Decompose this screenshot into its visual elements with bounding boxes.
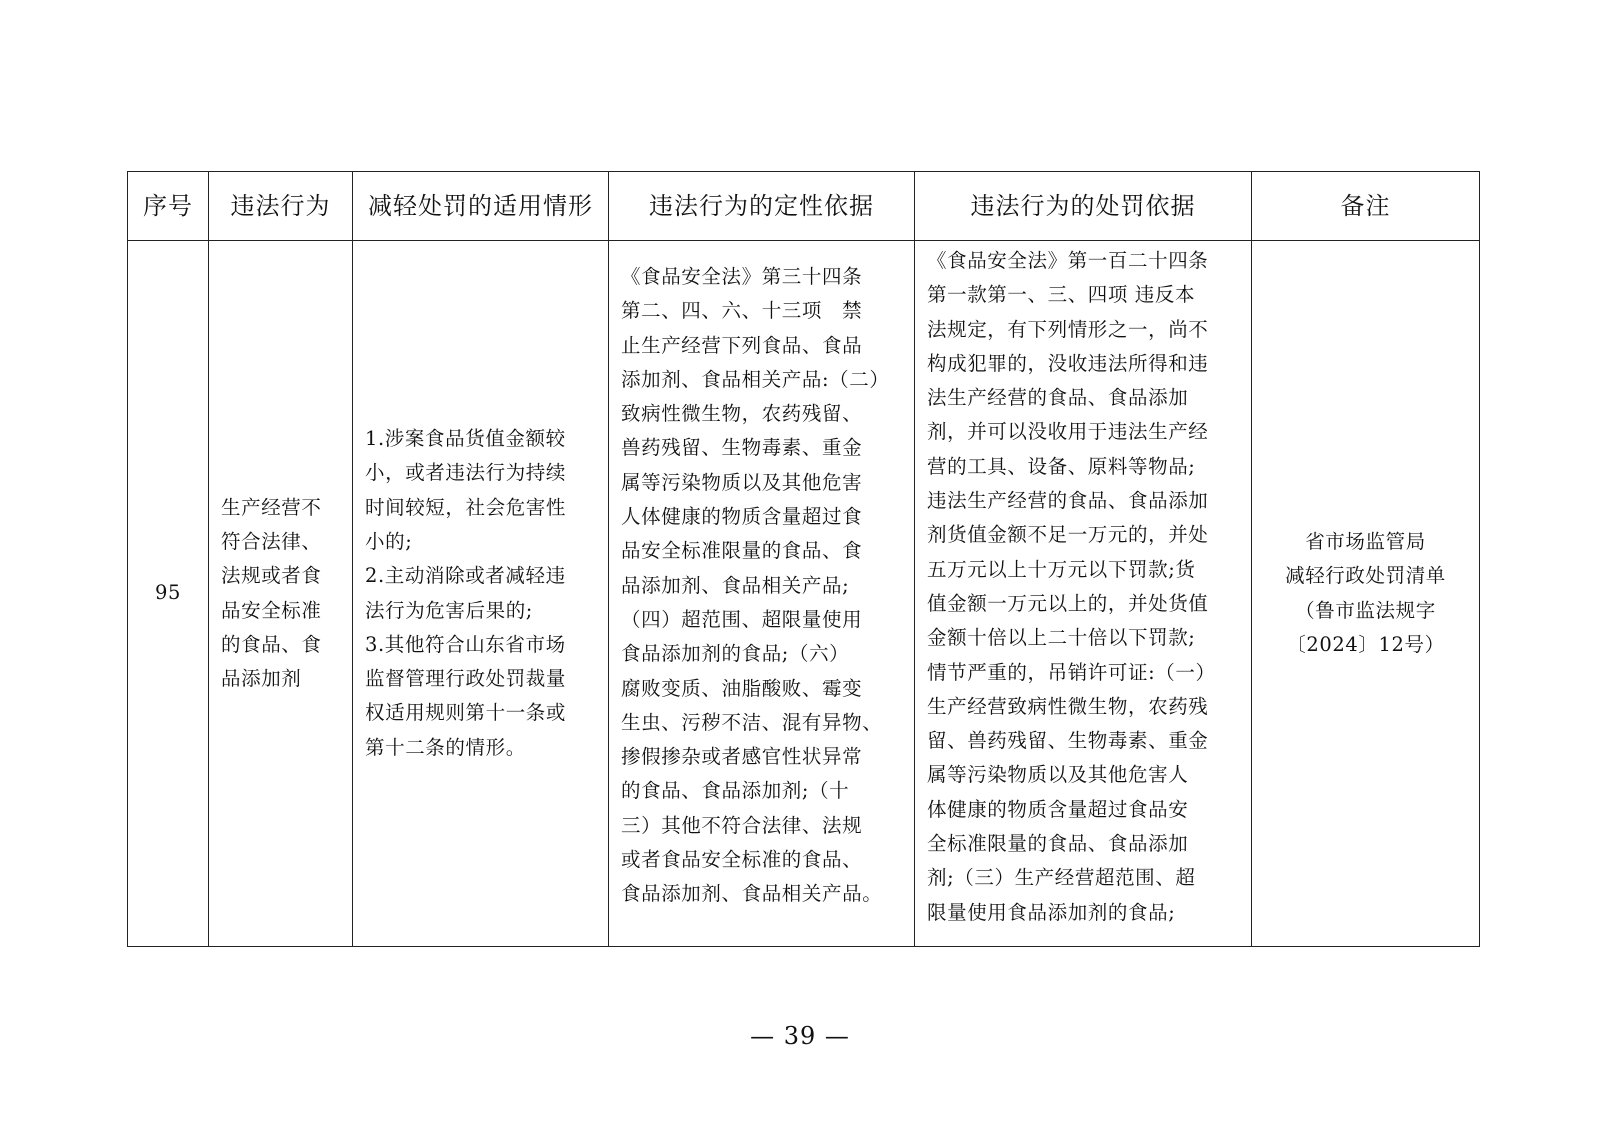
- mitigation-line: 小的;: [365, 529, 413, 553]
- penalty-basis-line: 违法生产经营的食品、食品添加: [927, 489, 1209, 513]
- remarks-line: （鲁市监法规字: [1295, 598, 1436, 622]
- qualitative-basis-line: 食品添加剂、食品相关产品。: [621, 882, 883, 906]
- qualitative-basis-line: 属等污染物质以及其他危害: [621, 470, 863, 494]
- penalty-basis-line: 体健康的物质含量超过食品安: [927, 797, 1189, 821]
- qualitative-basis-line: 致病性微生物，农药残留、: [621, 402, 863, 426]
- qualitative-basis-line: 的食品、食品添加剂;（十: [621, 779, 850, 803]
- mitigation-line: 权适用规则第十一条或: [365, 701, 567, 725]
- qualitative-basis-line: 品添加剂、食品相关产品;: [621, 573, 850, 597]
- mitigation-line: 第十二条的情形。: [365, 735, 526, 759]
- mitigation-line: 法行为危害后果的;: [365, 598, 533, 622]
- header-mitigation: [353, 172, 609, 241]
- penalty-table: [127, 171, 1480, 947]
- violation-line: 品安全标准: [221, 598, 322, 622]
- penalty-basis-line: 剂货值金额不足一万元的，并处: [927, 523, 1209, 547]
- mitigation-line: 2.主动消除或者减轻违: [365, 564, 566, 588]
- violation-line: 的食品、食: [221, 632, 322, 656]
- table-row: [128, 241, 1480, 947]
- qualitative-basis-line: 第二、四、六、十三项 禁: [621, 299, 863, 323]
- mitigation-cell: [353, 241, 609, 947]
- penalty-basis-line: 情节严重的，吊销许可证:（一）: [927, 660, 1216, 684]
- violation-line: 生产经营不: [221, 495, 322, 519]
- header-remarks: 备注: [1252, 172, 1480, 241]
- mitigation-line: 时间较短，社会危害性: [365, 495, 567, 519]
- mitigation-line: 1.涉案食品货值金额较: [365, 427, 566, 451]
- header-violation: 违法行为: [209, 172, 353, 241]
- penalty-basis-line: 剂;（三）生产经营超范围、超: [927, 866, 1196, 890]
- header-mitigation-text: 减轻处罚的适用情形: [368, 192, 593, 220]
- penalty-basis-line: 剂，并可以没收用于违法生产经: [927, 420, 1209, 444]
- penalty-basis-line: 值金额一万元以上的，并处货值: [927, 591, 1209, 615]
- mitigation-line: 监督管理行政处罚裁量: [365, 667, 567, 691]
- mitigation-line: 小，或者违法行为持续: [365, 461, 567, 485]
- header-number: 序号: [128, 172, 209, 241]
- remarks-cell: [1252, 241, 1480, 947]
- penalty-basis-line: 第一款第一、三、四项 违反本: [927, 283, 1196, 307]
- penalty-basis-line: 全标准限量的食品、食品添加: [927, 832, 1189, 856]
- penalty-basis-line: 构成犯罪的，没收违法所得和违: [927, 351, 1209, 375]
- qualitative-basis-line: 人体健康的物质含量超过食: [621, 505, 863, 529]
- qualitative-basis-line: 添加剂、食品相关产品:（二）: [621, 367, 890, 391]
- qualitative-basis-line: 兽药残留、生物毒素、重金: [621, 436, 863, 460]
- table-header-row: [128, 172, 1480, 241]
- header-penalty-basis: 违法行为的处罚依据: [915, 172, 1252, 241]
- remarks-line: 〔2024〕12号）: [1286, 632, 1445, 656]
- penalty-basis-line: 限量使用食品添加剂的食品;: [927, 900, 1176, 924]
- qualitative-basis-line: 食品添加剂的食品;（六）: [621, 642, 850, 666]
- penalty-basis-line: 五万元以上十万元以下罚款;货: [927, 557, 1196, 581]
- penalty-basis-line: 生产经营致病性微生物，农药残: [927, 694, 1209, 718]
- qualitative-basis-cell: [609, 241, 915, 947]
- violation-line: 品添加剂: [221, 667, 302, 691]
- penalty-basis-line: 法生产经营的食品、食品添加: [927, 386, 1189, 410]
- row-number: 95: [128, 241, 209, 947]
- penalty-basis-line: 属等污染物质以及其他危害人: [927, 763, 1189, 787]
- violation-line: 法规或者食: [221, 564, 322, 588]
- qualitative-basis-line: 三）其他不符合法律、法规: [621, 813, 863, 837]
- qualitative-basis-line: 《食品安全法》第三十四条: [621, 265, 863, 288]
- penalty-basis-line: 金额十倍以上二十倍以下罚款;: [927, 626, 1196, 650]
- remarks-line: 减轻行政处罚清单: [1285, 564, 1446, 588]
- qualitative-basis-line: 掺假掺杂或者感官性状异常: [621, 745, 863, 769]
- qualitative-basis-line: 止生产经营下列食品、食品: [621, 333, 863, 357]
- violation-cell: [209, 241, 353, 947]
- penalty-basis-cell: [915, 241, 1252, 947]
- qualitative-basis-line: （四）超范围、超限量使用: [621, 607, 863, 631]
- qualitative-basis-line: 生虫、污秽不洁、混有异物、: [621, 710, 883, 734]
- qualitative-basis-line: 腐败变质、油脂酸败、霉变: [621, 676, 863, 700]
- penalty-basis-line: 留、兽药残留、生物毒素、重金: [927, 729, 1209, 753]
- penalty-basis-line: 法规定，有下列情形之一，尚不: [927, 317, 1209, 341]
- mitigation-line: 3.其他符合山东省市场: [365, 632, 566, 656]
- page-number: — 39 —: [750, 1022, 850, 1050]
- penalty-basis-line: 《食品安全法》第一百二十四条: [927, 249, 1209, 272]
- header-qualitative-basis: 违法行为的定性依据: [609, 172, 915, 241]
- qualitative-basis-line: 品安全标准限量的食品、食: [621, 539, 863, 563]
- remarks-line: 省市场监管局: [1305, 529, 1426, 553]
- qualitative-basis-line: 或者食品安全标准的食品、: [621, 848, 863, 872]
- violation-line: 符合法律、: [221, 529, 322, 553]
- penalty-basis-line: 营的工具、设备、原料等物品;: [927, 454, 1196, 478]
